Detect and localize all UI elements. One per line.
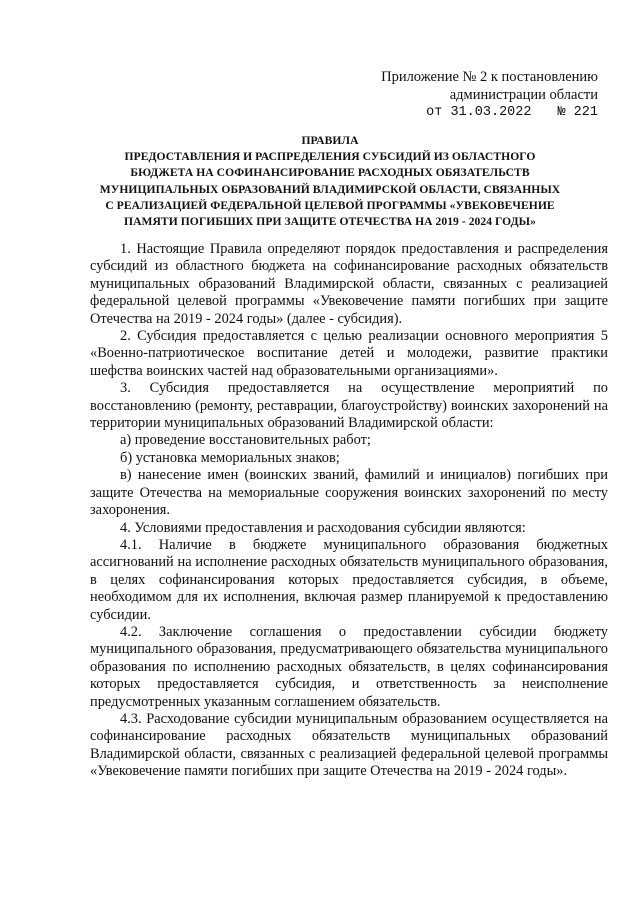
document-body: [90, 241, 608, 781]
list-item-a: а) проведение восстановительных работ;: [120, 432, 371, 449]
decree-number: № 221: [557, 105, 598, 120]
appendix-line-1: Приложение № 2 к постановлению: [381, 69, 598, 85]
decree-date: от 31.03.2022: [426, 105, 532, 120]
title-line: МУНИЦИПАЛЬНЫХ ОБРАЗОВАНИЙ ВЛАДИМИРСКОЙ ОБЛАСТИ, СВЯЗАННЫХ: [99, 182, 561, 196]
paragraph-4-1: 4.1. Наличие в бюджете муниципального образования бюджетных ассигнований на исполнение расходных обязательств муниципального образования, в целях софинансирования которых предоставляется субсидия, в объеме, необходимом для их исполнения, включая размер планируемой к предоставлению субсидии.: [90, 536, 608, 623]
paragraph-4-2: 4.2. Заключение соглашения о предоставлении субсидии бюджету муниципального образования, предусматривающего обязательства муниципального образования по исполнению расходных обязательств, в целях софинансирования которых предоставляется субсидия, и ответственность за неисполнение предусмотренных указанным соглашением обязательств.: [90, 623, 608, 710]
paragraph-3: 3. Субсидия предоставляется на осуществление мероприятий по восстановлению (ремонту, реставрации, благоустройству) воинских захоронений на территории муниципальных образований Владимирской области:: [90, 380, 608, 432]
appendix-header: [381, 68, 598, 122]
title-line: ПРЕДОСТАВЛЕНИЯ И РАСПРЕДЕЛЕНИЯ СУБСИДИЙ ИЗ ОБЛАСТНОГО: [124, 150, 536, 164]
title-line: ПРАВИЛА: [301, 134, 359, 147]
paragraph-4-3: 4.3. Расходование субсидии муниципальным образованием осуществляется на софинансирование расходных обязательств муниципальных образований Владимирской области, связанных с реализацией федеральной целевой программы «Увековечение памяти погибших при защите Отечества на 2019 - 2024 годы».: [90, 710, 608, 780]
appendix-line-2: администрации области: [449, 87, 598, 103]
decree-date-line: [381, 104, 598, 122]
title-line: ПАМЯТИ ПОГИБШИХ ПРИ ЗАЩИТЕ ОТЕЧЕСТВА НА 2019 - 2024 ГОДЫ»: [124, 215, 536, 229]
paragraph-2: 2. Субсидия предоставляется с целью реализации основного мероприятия 5 «Военно-патриотическое воспитание детей и молодежи, развитие практики шефства воинских частей над образовательными организациями».: [90, 328, 608, 379]
paragraph-4: 4. Условиями предоставления и расходования субсидии являются:: [120, 519, 526, 536]
paragraph-1: 1. Настоящие Правила определяют порядок предоставления и распределения субсидий из областного бюджета на софинансирование расходных обязательств муниципальных образований Владимирской области, связанных с реализацией федеральной целевой программы «Увековечение памяти погибших при защите Отечества на 2019 - 2024 годы» (далее - субсидия).: [90, 241, 608, 327]
document-title: [95, 133, 565, 230]
list-item-b: б) установка мемориальных знаков;: [120, 449, 340, 466]
list-item-c: в) нанесение имен (воинских званий, фамилий и инициалов) погибших при защите Отечества на мемориальные сооружения воинских захоронений по месту захоронения.: [90, 467, 608, 519]
title-line: БЮДЖЕТА НА СОФИНАНСИРОВАНИЕ РАСХОДНЫХ ОБЯЗАТЕЛЬСТВ: [130, 166, 530, 180]
title-line: С РЕАЛИЗАЦИЕЙ ФЕДЕРАЛЬНОЙ ЦЕЛЕВОЙ ПРОГРАММЫ «УВЕКОВЕЧЕНИЕ: [105, 198, 555, 212]
